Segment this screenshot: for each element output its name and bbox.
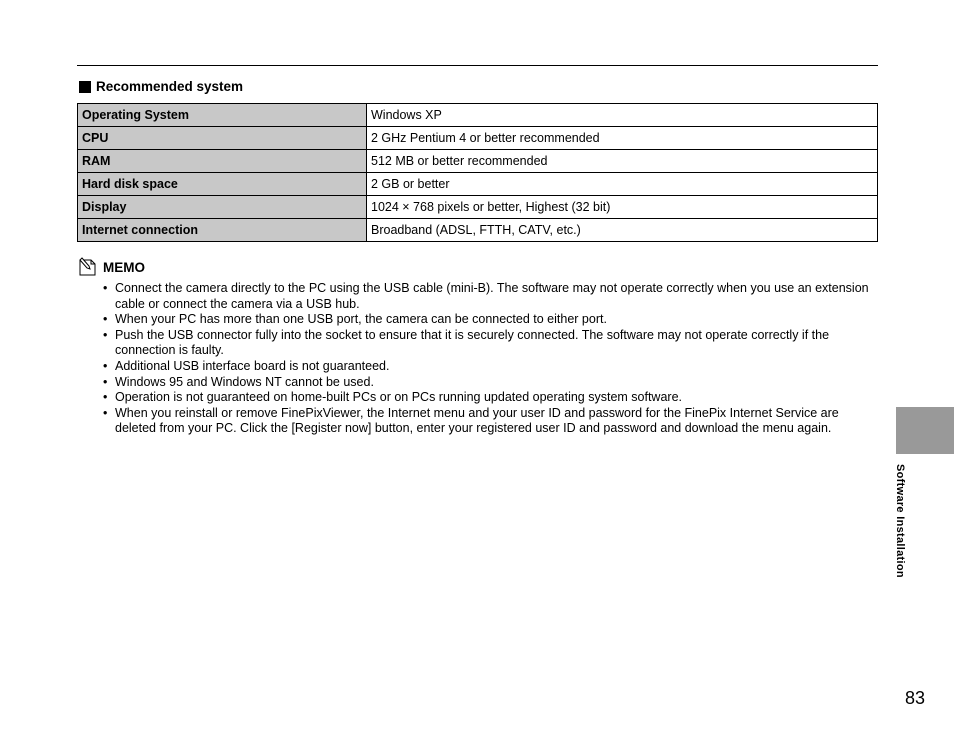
list-item: • Push the USB connector fully into the socket to ensure that it is securely connected. The software may not operate correctly if the connection is faulty. — [100, 328, 878, 359]
spec-value: Broadband (ADSL, FTTH, CATV, etc.) — [367, 219, 878, 242]
table-row — [78, 219, 878, 242]
list-item: • When your PC has more than one USB port, the camera can be connected to either port. — [100, 312, 878, 328]
spec-label: RAM — [78, 150, 367, 173]
spec-value: 512 MB or better recommended — [367, 150, 878, 173]
list-item: • When you reinstall or remove FinePixViewer, the Internet menu and your user ID and password for the FinePix Internet Service are deleted from your PC. Click the [Register now] button, enter your registered user ID and password and download the menu again. — [100, 406, 878, 437]
list-item: • Additional USB interface board is not guaranteed. — [100, 359, 878, 375]
side-section-label: Software Installation — [894, 464, 906, 578]
page-number: 83 — [905, 688, 926, 708]
memo-heading — [78, 257, 145, 277]
table-row — [78, 127, 878, 150]
table-row — [78, 196, 878, 219]
spec-label: Operating System — [78, 104, 367, 127]
spec-value: 2 GB or better — [367, 173, 878, 196]
list-item: • Windows 95 and Windows NT cannot be used. — [100, 375, 878, 391]
table-row — [78, 173, 878, 196]
spec-value: Windows XP — [367, 104, 878, 127]
section-heading-text: Recommended system — [96, 79, 244, 94]
side-tab — [896, 407, 954, 454]
spec-label: CPU — [78, 127, 367, 150]
square-bullet-icon — [79, 81, 91, 93]
memo-list — [100, 281, 878, 437]
list-item: • Connect the camera directly to the PC using the USB cable (mini-B). The software may not operate correctly when you use an extension cable or connect the camera via a USB hub. — [100, 281, 878, 312]
spec-label: Display — [78, 196, 367, 219]
spec-label: Internet connection — [78, 219, 367, 242]
spec-label: Hard disk space — [78, 173, 367, 196]
memo-heading-text: MEMO — [103, 259, 145, 275]
table-row — [78, 150, 878, 173]
section-heading — [79, 79, 243, 94]
spec-value: 1024 × 768 pixels or better, Highest (32 bit) — [367, 196, 878, 219]
spec-table — [77, 103, 878, 242]
list-item: • Operation is not guaranteed on home-built PCs or on PCs running updated operating system software. — [100, 390, 878, 406]
table-row — [78, 104, 878, 127]
memo-pencil-icon — [78, 257, 98, 277]
top-rule — [77, 65, 878, 66]
spec-value: 2 GHz Pentium 4 or better recommended — [367, 127, 878, 150]
